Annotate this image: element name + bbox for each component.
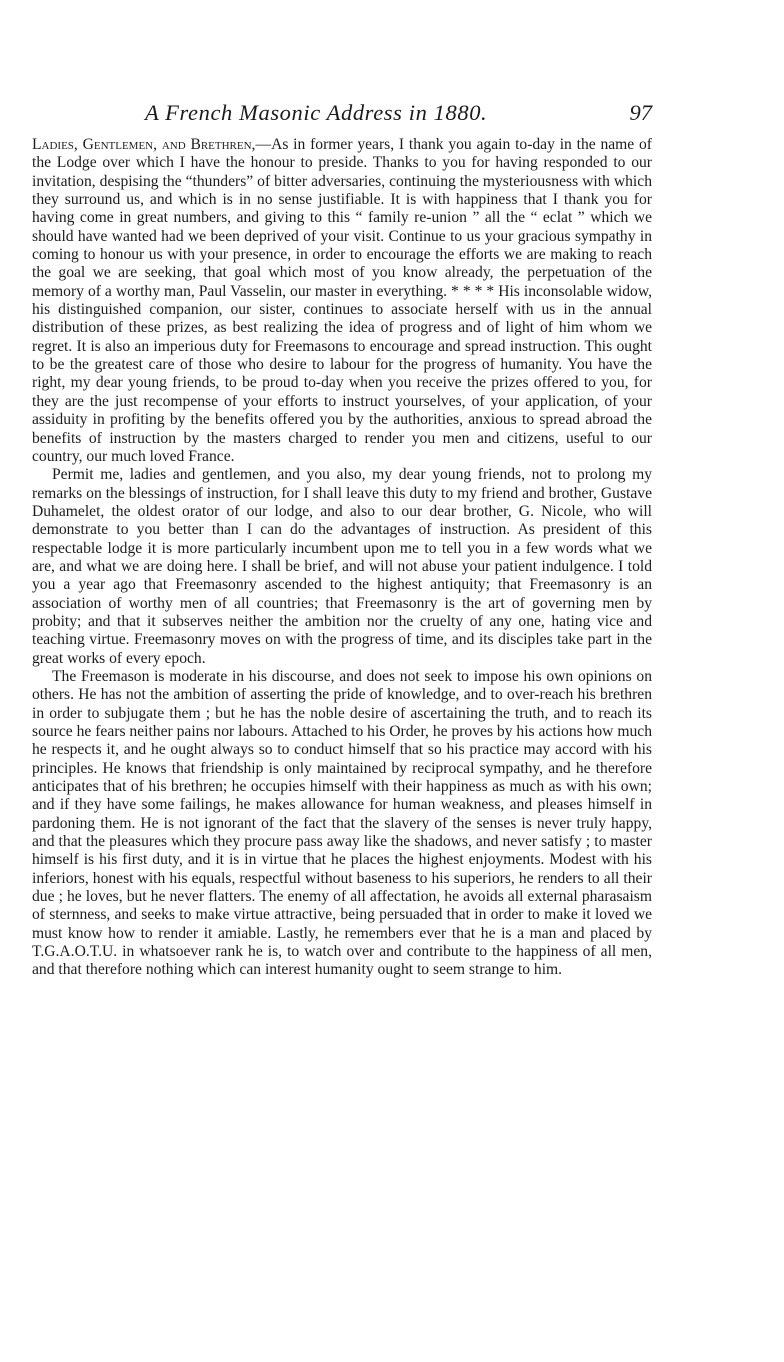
paragraph-2: Permit me, ladies and gentlemen, and you also, my dear young friends, not to prolong my remarks on the blessings of instruction, for I shall leave this duty to my friend and brother, Gustave Duhamelet, the oldest orator of our lodge, and also to our dear brother, G. Nicole, who will demonstrate to you better than I can do the advantages of instruction. As president of this respectable lodge it is more particularly incumbent upon me to tell you in a few words what we are, and what we are doing here. I shall be brief, and will not abuse your patient indulgence. I told you a year ago that Freemasonry ascended to the highest antiquity; that Freemasonry is an association of worthy men of all countries; that Freemasonry is the art of governing men by probity; and that it subserves neither the ambition nor the cruelty of any one, hating vice and teaching virtue. Freemasonry moves on with the progress of time, and its disciples take part in the great works of every epoch.: [32, 466, 652, 667]
article-body: [32, 136, 652, 980]
paragraph-3: The Freemason is moderate in his discourse, and does not seek to impose his own opinions on others. He has not the ambition of asserting the pride of knowledge, and to over-reach his brethren in order to subjugate them ; but he has the noble desire of ascertaining the truth, and to reach its source he fears neither pains nor labours. Attached to his Order, he proves by his actions how much he respects it, and he ought always so to conduct himself that so his practice may accord with his principles. He knows that friendship is only maintained by reciprocal sympathy, and he therefore anticipates that of his brethren; he occupies himself with their happiness as much as with his own; and if they have some failings, he makes allowance for human weakness, and pleases himself in pardoning them. He is not ignorant of the fact that the slavery of the senses is never truly happy, and that the pleasures which they procure pass away like the shadows, and never satisfy ; to master himself is his first duty, and it is in virtue that he places the highest enjoyments. Modest with his inferiors, honest with his equals, respectful without baseness to his superiors, he renders to all their due ; he loves, but he never flatters. The enemy of all affectation, he avoids all external pharasaism of sternness, and seeks to make virtue attractive, being persuaded that in order to make it loved we must know how to render it amiable. Lastly, he remembers ever that he is a man and placed by T.G.A.O.T.U. in whatsoever rank he is, to watch over and contribute to the happiness of all men, and that therefore nothing which can interest humanity ought to seem strange to him.: [32, 667, 652, 979]
paragraph-1-text: —As in former years, I thank you again to-day in the name of the Lodge over which I have the honour to preside. Thanks to you for having responded to our invitation, despising the “thunders” of bitter adversaries, continuing the mysteriousness with which they surround us, and which is in no sense justifiable. It is with happiness that I thank you for having come in great numbers, and giving to this “ family re-union ” all the “ eclat ” which we should have wanted had we been deprived of your visit. Continue to us your gracious sympathy in coming to honour us with your presence, in order to encourage the efforts we are making to reach the goal we are seeking, that goal which most of you know already, the perpetuation of the memory of a worthy man, Paul Vasselin, our master in everything. * * * * His inconsolable widow, his distinguished companion, our sister, continues to associate herself with us in the annual distribution of these prizes, as best realizing the idea of progress and of light of him whom we regret. It is also an imperious duty for Freemasons to encourage and spread instruction. This ought to be the greatest care of those who desire to labour for the progress of humanity. You have the right, my dear young friends, to be proud to-day when you receive the prizes offered to you, for they are the just recompense of your efforts to instruct yourselves, of your application, of your assiduity in profiting by the benefits offered you by the authorities, anxious to spread abroad the benefits of instruction by the masters charged to render you men and citizens, useful to our country, our much loved France.: [32, 136, 652, 465]
running-title: A French Masonic Address in 1880.: [145, 100, 488, 125]
running-head: [32, 100, 652, 130]
paragraph-1: [32, 136, 652, 466]
page-number: 97: [629, 100, 652, 125]
salutation: Ladies, Gentlemen, and Brethren,: [32, 136, 256, 153]
